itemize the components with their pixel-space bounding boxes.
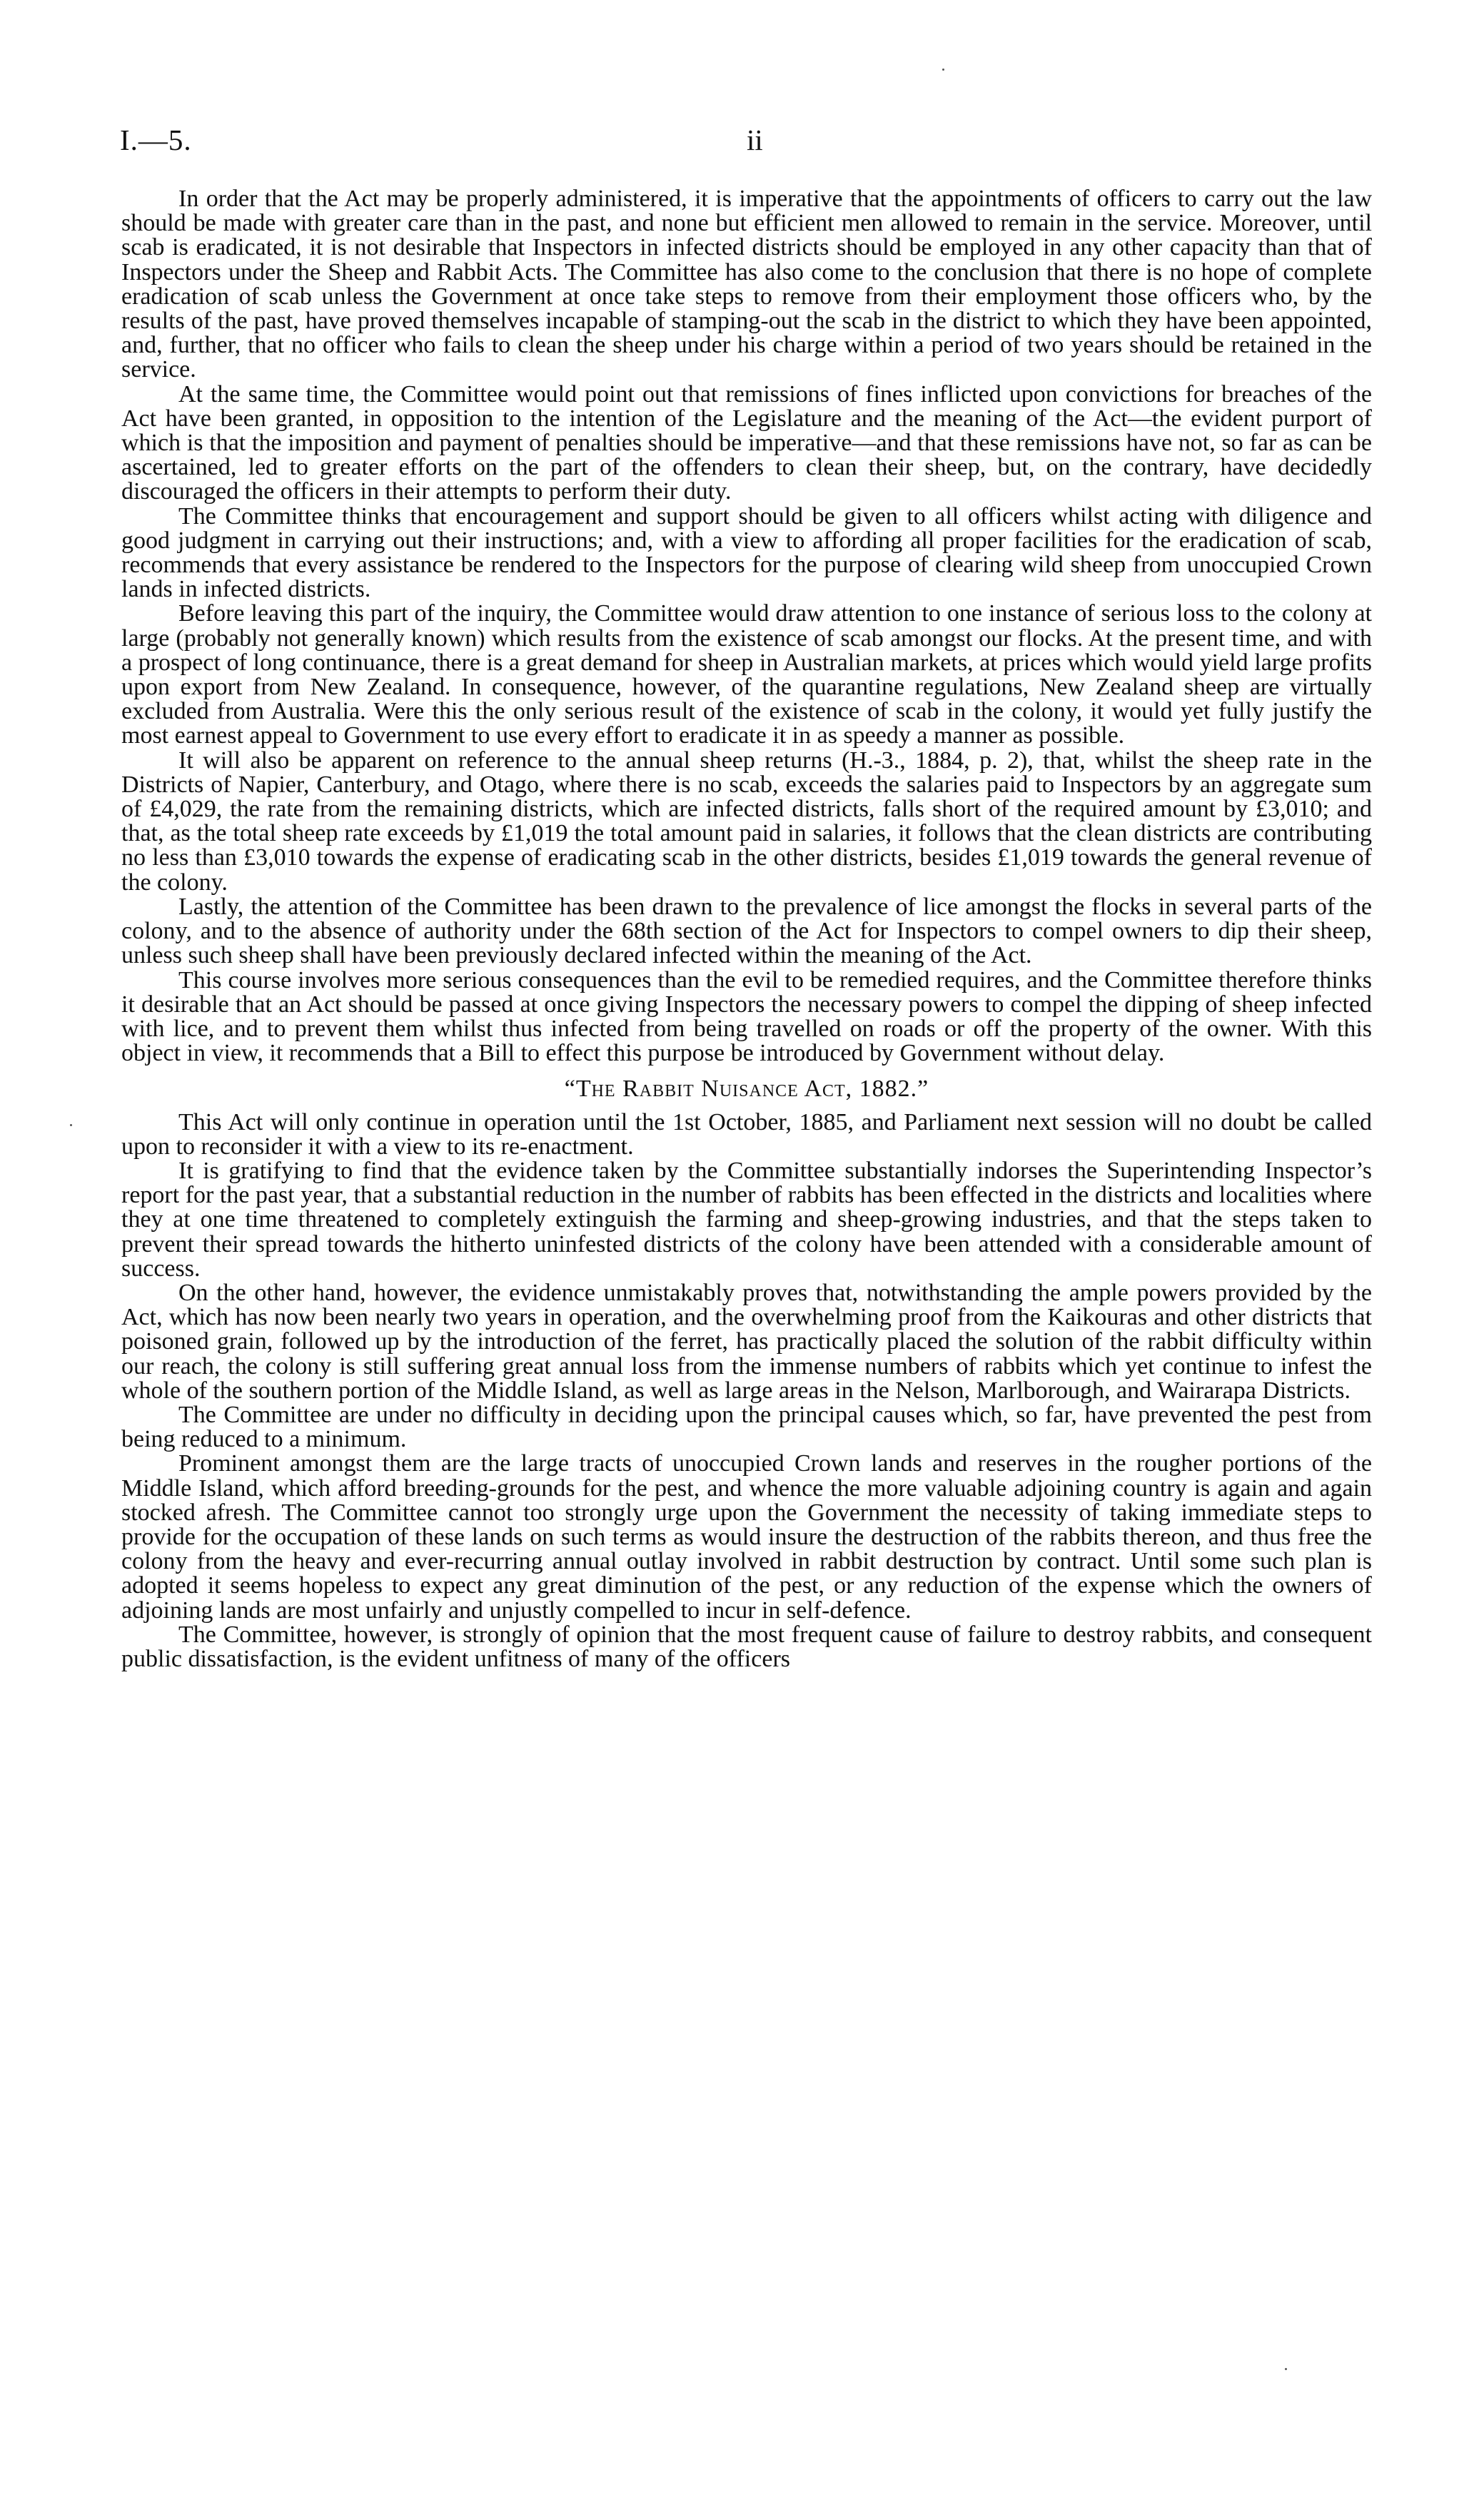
- paragraph: It is gratifying to find that the evidence taken by the Committee substantially indorses the Superintending Inspector’s report for the past year, that a substantial reduction in the number of rabbits has been effected in the districts and localities where they at one time threatened to completely extinguish the farming and sheep-growing industries, and that the steps taken to prevent their spread towards the hitherto uninfested districts of the colony have been attended with a considerable amount of success.: [121, 1157, 1372, 1282]
- paragraph: This course involves more serious consequences than the evil to be remedied requires, and the Committee therefore thinks it desirable that an Act should be passed at once giving Inspectors the necessary powers to compel the dipping of sheep infected with lice, and to prevent them whilst thus infected from being travelled on roads or off the property of the owner. With this object in view, it recommends that a Bill to effect this purpose be introduced by Government without delay.: [121, 966, 1372, 1067]
- section-heading-text: “The Rabbit Nuisance Act, 1882.”: [564, 1076, 929, 1103]
- paragraph: The Committee are under no difficulty in deciding upon the principal causes which, so far, have prevented the pest from being reduced to a minimum.: [121, 1401, 1372, 1453]
- paragraph: This Act will only continue in operation until the 1st October, 1885, and Parliament next session will no doubt be called upon to reconsider it with a view to its re-enactment.: [121, 1108, 1372, 1160]
- scan-speck: [70, 1124, 72, 1126]
- scan-speck: [1285, 2368, 1287, 2370]
- page-number: ii: [747, 123, 763, 156]
- body-text: [121, 187, 1372, 1671]
- paragraph: Prominent amongst them are the large tracts of unoccupied Crown lands and reserves in the rougher portions of the Middle Island, which afford breeding-grounds for the pest, and whence the more valuable adjoining country is again and again stocked afresh. The Committee cannot too strongly urge upon the Government the necessity of taking immediate steps to provide for the occupation of these lands on such terms as would insure the destruction of the rabbits thereon, and thus free the colony from the heavy and ever-recurring annual outlay involved in rabbit destruction by contract. Until some such plan is adopted it seems hopeless to expect any great diminution of the pest, or any reduction of the expense which the owners of adjoining lands are most unfairly and unjustly compelled to incur in self-defence.: [121, 1450, 1372, 1624]
- paragraph: Before leaving this part of the inquiry, the Committee would draw attention to one instance of serious loss to the colony at large (probably not generally known) which results from the existence of scab amongst our flocks. At the present time, and with a prospect of long continuance, there is a great demand for sheep in Australian markets, at prices which would yield large profits upon export from New Zealand. In consequence, however, of the quarantine regulations, New Zealand sheep are virtually excluded from Australia. Were this the only serious result of the existence of scab in the colony, it would yet fully justify the most earnest appeal to Government to use every effort to eradicate it in as speedy a manner as possible.: [121, 600, 1372, 749]
- paragraph: Lastly, the attention of the Committee has been drawn to the prevalence of lice amongst the flocks in several parts of the colony, and to the absence of authority under the 68th section of the Act for Inspectors to compel owners to dip their sheep, unless such sheep shall have been previously declared infected within the meaning of the Act.: [121, 893, 1372, 969]
- paragraph: In order that the Act may be properly administered, it is imperative that the appointments of officers to carry out the law should be made with greater care than in the past, and none but efficient men allowed to remain in the service. Moreover, until scab is eradicated, it is not desirable that Inspectors in infected districts should be employed in any other capacity than that of Inspectors under the Sheep and Rabbit Acts. The Committee has also come to the conclusion that there is no hope of complete eradication of scab unless the Government at once take steps to remove from their employment those officers who, by the results of the past, have proved themselves incapable of stamping-out the scab in the district to which they have been appointed, and, further, that no officer who fails to clean the sheep under his charge within a period of two years should be retained in the service.: [121, 186, 1372, 383]
- scan-speck: [942, 69, 944, 71]
- document-reference: I.—5.: [120, 123, 192, 156]
- section-heading: [121, 1077, 1372, 1101]
- paragraph: It will also be apparent on reference to the annual sheep returns (H.-3., 1884, p. 2), that, whilst the sheep rate in the Districts of Napier, Canterbury, and Otago, where there is no scab, exceeds the salaries paid to Inspectors by an aggregate sum of £4,029, the rate from the remaining districts, which are infected districts, falls short of the required amount by £3,010; and that, as the total sheep rate exceeds by £1,019 the total amount paid in salaries, it follows that the clean districts are contributing no less than £3,010 towards the expense of eradicating scab in the other districts, besides £1,019 towards the general revenue of the colony.: [121, 747, 1372, 896]
- paragraph: At the same time, the Committee would point out that remissions of fines inflicted upon convictions for breaches of the Act have been granted, in opposition to the intention of the Legislature and the meaning of the Act—the evident purport of which is that the imposition and payment of penalties should be imperative—and that these remissions have not, so far as can be ascertained, led to greater efforts on the part of the offenders to clean their sheep, but, on the contrary, have decidedly discouraged the officers in their attempts to perform their duty.: [121, 380, 1372, 505]
- paragraph: The Committee thinks that encouragement and support should be given to all officers whilst acting with diligence and good judgment in carrying out their instructions; and, with a view to affording all proper facilities for the eradication of scab, recommends that every assistance be rendered to the Inspectors for the purpose of clearing wild sheep from unoccupied Crown lands in infected districts.: [121, 502, 1372, 603]
- paragraph: The Committee, however, is strongly of opinion that the most frequent cause of failure to destroy rabbits, and consequent public dissatisfaction, is the evident unfitness of many of the officers: [121, 1621, 1372, 1672]
- paragraph: On the other hand, however, the evidence unmistakably proves that, notwithstanding the ample powers provided by the Act, which has now been nearly two years in operation, and the overwhelming proof from the Kaikouras and other districts that poisoned grain, followed up by the introduction of the ferret, has practically placed the solution of the rabbit difficulty within our reach, the colony is still suffering great annual loss from the immense numbers of rabbits which yet continue to infest the whole of the southern portion of the Middle Island, as well as large areas in the Nelson, Marlborough, and Wairarapa Districts.: [121, 1279, 1372, 1404]
